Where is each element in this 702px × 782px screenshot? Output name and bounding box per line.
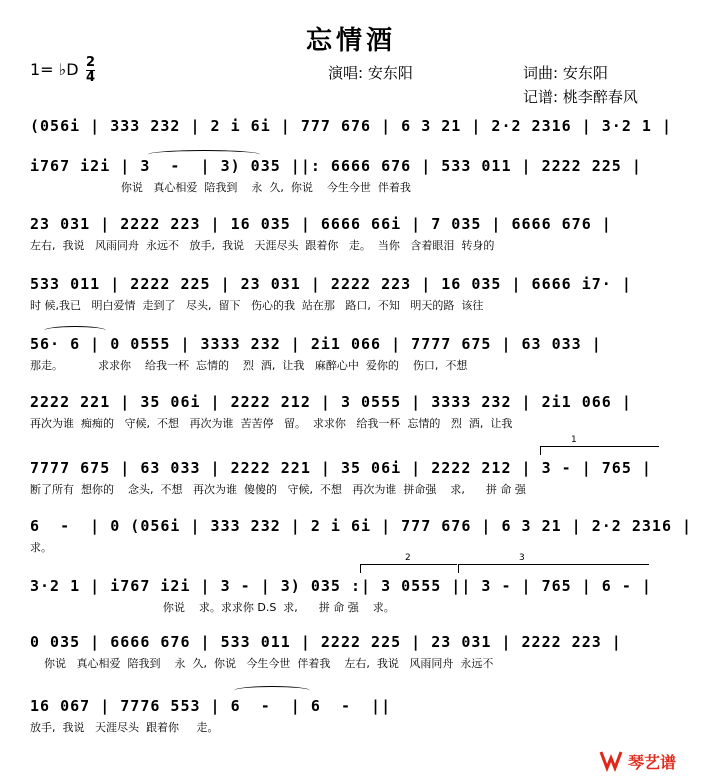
notation-line: 7777 675 | 63 033 | 2222 221 | 35 06i | 2222 212 | 3 - | 765 | bbox=[30, 459, 652, 477]
lyrics-line: 再次为谁 痴痴的 守候, 不想 再次为谁 苦苦停 留。 求求你 给我一杯 忘情的 烈 酒, 让我 bbox=[30, 417, 513, 430]
time-signature-bottom: 4 bbox=[86, 70, 96, 85]
system-10 bbox=[30, 632, 670, 672]
system-11 bbox=[30, 696, 670, 736]
tie-arc bbox=[148, 150, 260, 159]
notation-line: 23 031 | 2222 223 | 16 035 | 6666 66i | 7 035 | 6666 676 | bbox=[30, 215, 612, 233]
notation-line: 2222 221 | 35 06i | 2222 212 | 3 0555 | 3333 232 | 2i1 066 | bbox=[30, 393, 632, 411]
system-2 bbox=[30, 156, 670, 196]
lyrics-line: 求。 bbox=[30, 541, 52, 554]
site-logo bbox=[598, 748, 690, 772]
arranger-credit: 记谱: 桃李醉春风 bbox=[523, 88, 638, 106]
lyrics-line: 你说 真心相爱 陪我到 永 久, 你说 今生今世 伴着我 bbox=[30, 181, 411, 194]
notation-line: i767 i2i | 3 - | 3) 035 ||: 6666 676 | 533 011 | 2222 225 | bbox=[30, 157, 642, 175]
singer-credit: 演唱: 安东阳 bbox=[328, 64, 413, 82]
lyrics-line: 时 候,我已 明白爱情 走到了 尽头, 留下 伤心的我 站在那 路口, 不知 明天的路 该往 bbox=[30, 299, 484, 312]
notation-line: 533 011 | 2222 225 | 23 031 | 2222 223 | 16 035 | 6666 i7· | bbox=[30, 275, 632, 293]
lyrics-line: 那走。 求求你 给我一杯 忘情的 烈 酒, 让我 麻醉心中 爱你的 伤口, 不想 bbox=[30, 359, 468, 372]
lyrics-line: 你说 真心相爱 陪我到 永 久, 你说 今生今世 伴着我 左右, 我说 风雨同舟 永远不 bbox=[30, 657, 494, 670]
notation-line: 6 - | 0 (056i | 333 232 | 2 i 6i | 777 676 | 6 3 21 | 2·2 2316 | bbox=[30, 517, 693, 535]
system-9 bbox=[30, 553, 670, 616]
system-3 bbox=[30, 214, 670, 254]
system-5 bbox=[30, 334, 670, 374]
composer-credit: 词曲: 安东阳 bbox=[523, 64, 608, 82]
notation-line: 56· 6 | 0 0555 | 3333 232 | 2i1 066 | 7777 675 | 63 033 | bbox=[30, 335, 602, 353]
system-1 bbox=[30, 116, 670, 156]
notation-line: 0 035 | 6666 676 | 533 011 | 2222 225 | 23 031 | 2222 223 | bbox=[30, 633, 622, 651]
lyrics-line: 你说 求。求求你 D.S 求, 拼 命 强 求。 bbox=[30, 601, 395, 614]
system-7 bbox=[30, 435, 670, 498]
volta-bracket-1: 1 bbox=[540, 446, 659, 455]
time-signature bbox=[86, 56, 95, 85]
song-title: 忘情酒 bbox=[305, 26, 396, 56]
tie-arc bbox=[44, 326, 106, 335]
system-4 bbox=[30, 274, 670, 314]
volta-bracket-3: 3 bbox=[458, 564, 649, 573]
lyrics-line: 放手, 我说 天涯尽头 跟着你 走。 bbox=[30, 721, 219, 734]
logo-text: 琴艺谱 bbox=[628, 753, 677, 772]
system-8 bbox=[30, 516, 693, 556]
system-6 bbox=[30, 392, 670, 432]
notation-line: (056i | 333 232 | 2 i 6i | 777 676 | 6 3 21 | 2·2 2316 | 3·2 1 | bbox=[30, 117, 672, 135]
lyrics-line: 断了所有 想你的 念头, 不想 再次为谁 傻傻的 守候, 不想 再次为谁 拼命强 求, 拼 命 强 bbox=[30, 483, 526, 496]
notation-line: 3·2 1 | i767 i2i | 3 - | 3) 035 :| 3 0555 || 3 - | 765 | 6 - | bbox=[30, 577, 652, 595]
lyrics-line: 左右, 我说 风雨同舟 永远不 放手, 我说 天涯尽头 跟着你 走。 当你 含着眼泪 转身的 bbox=[30, 239, 495, 252]
time-signature-top: 2 bbox=[86, 55, 96, 70]
notation-line: 16 067 | 7776 553 | 6 - | 6 - || bbox=[30, 697, 392, 715]
tie-arc bbox=[234, 686, 310, 695]
volta-bracket-2: 2 bbox=[360, 564, 457, 573]
lyrics-line bbox=[30, 140, 670, 156]
music-note-icon bbox=[598, 748, 624, 772]
key-signature: 1= ♭D bbox=[30, 60, 79, 79]
